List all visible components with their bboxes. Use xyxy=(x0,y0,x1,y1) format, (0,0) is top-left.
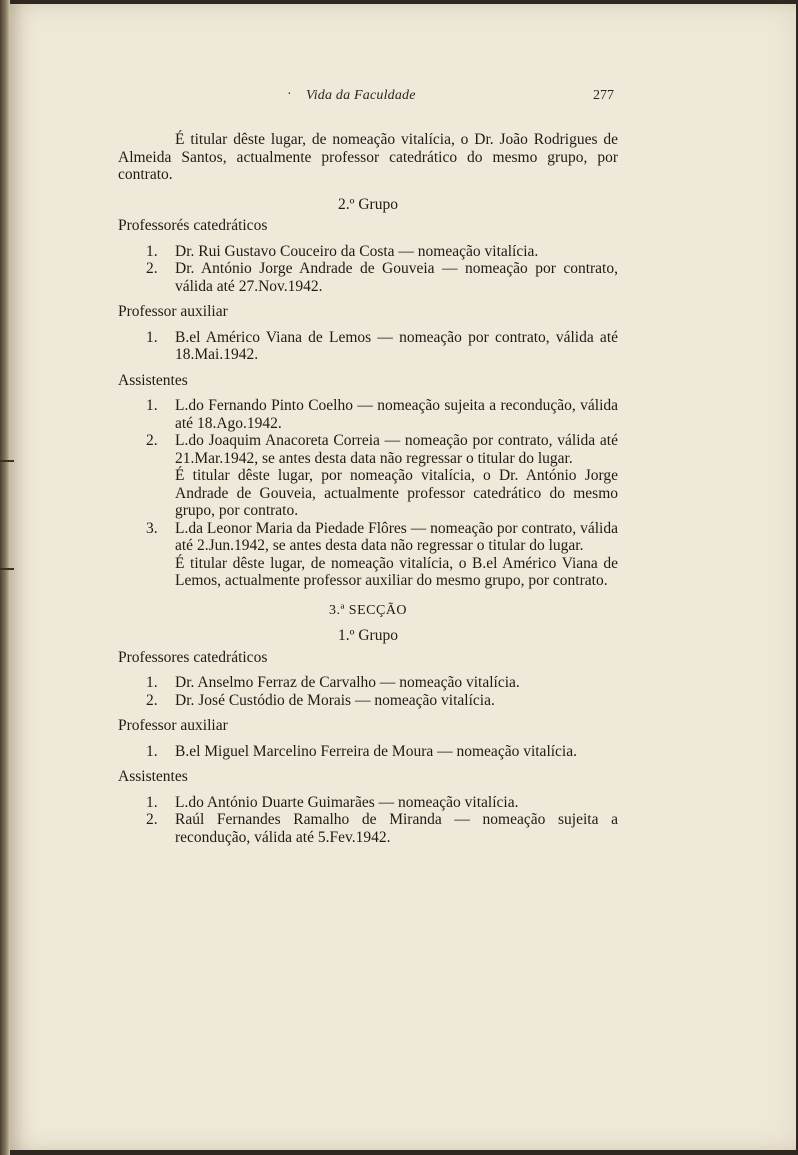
item-number: 2. xyxy=(146,260,158,277)
list-item xyxy=(118,794,618,812)
list-item xyxy=(118,243,618,261)
list-item xyxy=(118,329,618,364)
category-heading: Assistentes xyxy=(118,768,188,785)
list-item xyxy=(118,811,618,846)
page-header xyxy=(0,88,798,108)
list-item xyxy=(118,743,618,761)
item-text: Dr. Anselmo Ferraz de Carvalho — nomeação vitalícia. xyxy=(175,674,520,691)
item-number: 1. xyxy=(146,742,158,760)
item-text: Raúl Fernandes Ramalho de Miranda — nomeação sujeita a recondução, válida até 5.Fev.1942. xyxy=(175,811,618,846)
item-number: 3. xyxy=(146,519,158,537)
category-heading: Professor auxiliar xyxy=(118,717,228,734)
group-heading: 2.º Grupo xyxy=(338,195,398,213)
margin-mark xyxy=(0,568,14,570)
page-number: 277 xyxy=(593,88,614,103)
item-number: 2. xyxy=(146,432,158,449)
item-number: 1. xyxy=(146,328,158,346)
paragraph: É titular dêste lugar, de nomeação vitalícia, o Dr. João Rodrigues de Almeida Santos, actualmente professor catedrático do mesmo grupo, por contrato. xyxy=(118,131,618,183)
item-text: Dr. Rui Gustavo Couceiro da Costa — nomeação vitalícia. xyxy=(175,242,539,260)
header-dot: · xyxy=(287,87,292,102)
list-item xyxy=(118,520,618,555)
item-text: B.el Américo Viana de Lemos — nomeação por contrato, válida até 18.Mai.1942. xyxy=(175,328,618,363)
group-heading: 1.º Grupo xyxy=(338,627,398,644)
list-item xyxy=(118,432,618,467)
item-text: L.do Fernando Pinto Coelho — nomeação sujeita a recondução, válida até 18.Ago.1942. xyxy=(175,397,618,432)
category-heading: Professores catedráticos xyxy=(118,648,268,666)
item-number: 1. xyxy=(146,242,158,260)
running-head: Vida da Faculdade xyxy=(306,88,416,103)
list-item xyxy=(118,692,618,710)
book-binding-edge xyxy=(0,0,10,1155)
item-number: 2. xyxy=(146,811,158,828)
category-heading: Professor auxiliar xyxy=(118,303,228,320)
item-text: L.da Leonor Maria da Piedade Flôres — nomeação por contrato, válida até 2.Jun.1942, se antes desta data não regressar o titular do lugar. xyxy=(175,519,618,554)
item-text: Dr. António Jorge Andrade de Gouveia — nomeação por contrato, válida até 27.Nov.1942. xyxy=(175,260,618,295)
item-number: 1. xyxy=(146,793,158,811)
item-number: 2. xyxy=(146,691,158,709)
item-text: Dr. José Custódio de Morais — nomeação vitalícia. xyxy=(175,691,495,709)
item-text: B.el Miguel Marcelino Ferreira de Moura — nomeação vitalícia. xyxy=(175,742,577,760)
list-item xyxy=(118,397,618,432)
item-number: 1. xyxy=(146,397,158,414)
list-item xyxy=(118,260,618,295)
item-text: L.do António Duarte Guimarães — nomeação vitalícia. xyxy=(175,793,519,811)
titular-note: É titular dêste lugar, por nomeação vitalícia, o Dr. António Jorge Andrade de Gouveia, actualmente professor catedrático do mesmo grupo, por contrato. xyxy=(175,467,618,519)
item-text: L.do Joaquim Anacoreta Correia — nomeação por contrato, válida até 21.Mar.1942, se antes desta data não regressar o titular do lugar. xyxy=(175,432,618,467)
section-heading: 3.ª SECÇÃO xyxy=(328,602,408,618)
margin-mark xyxy=(0,460,14,462)
category-heading: Assistentes xyxy=(118,371,188,389)
category-heading: Professorés catedráticos xyxy=(118,217,268,234)
item-number: 1. xyxy=(146,674,158,691)
list-item xyxy=(118,674,618,692)
page-body xyxy=(118,131,618,846)
titular-note: É titular dêste lugar, de nomeação vitalícia, o B.el Américo Viana de Lemos, actualmente professor auxiliar do mesmo grupo, por contrato. xyxy=(175,554,618,589)
